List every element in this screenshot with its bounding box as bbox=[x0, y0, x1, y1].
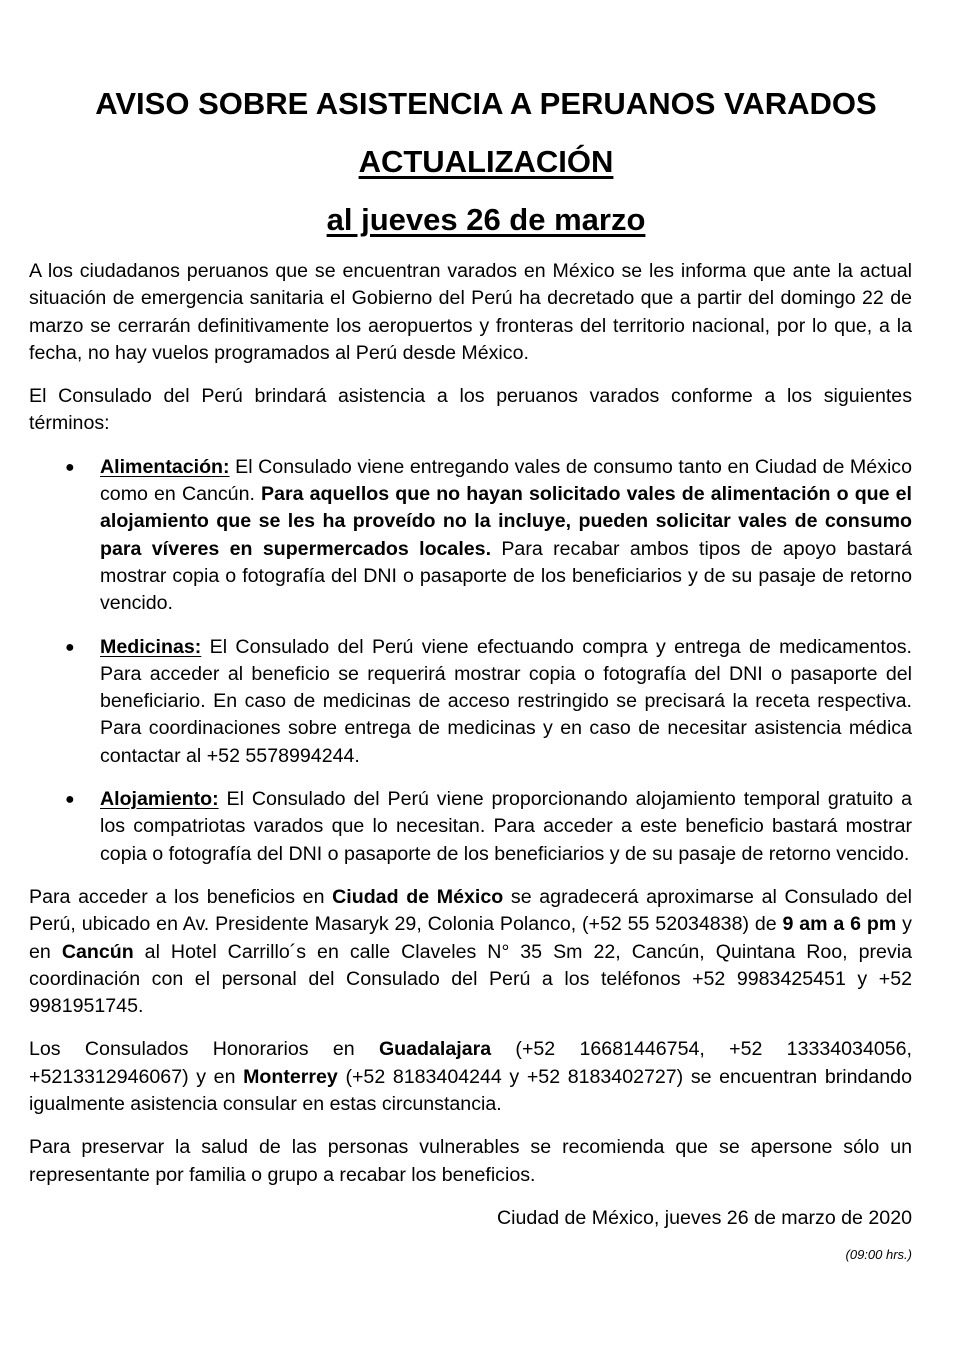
signature-time: (09:00 hrs.) bbox=[845, 1247, 912, 1263]
list-item-text: El Consulado del Perú viene proporcionando alojamiento temporal gratuito a los compatriotas varados que lo necesitan. Para acceder a este beneficio bastará mostrar copia o fotografía del DNI o pasaporte de los beneficiarios y de su pasaje de retorno vencido. bbox=[100, 788, 912, 865]
list-item-alimentacion bbox=[29, 454, 912, 618]
text-segment: (+52 8183404244 y +52 8183402727) se encuentran brindando igualmente asistencia consular en estas circunstancia. bbox=[29, 1065, 912, 1116]
location-cancun: Cancún bbox=[61, 940, 134, 963]
document-date-heading: al jueves 26 de marzo bbox=[326, 202, 646, 237]
location-mexico-city: Ciudad de México bbox=[332, 885, 504, 908]
list-item-text: El Consulado del Perú viene efectuando compra y entrega de medicamentos. Para acceder al beneficio se requerirá mostrar copia o fotografía del DNI o pasaporte del beneficiario. En caso de medicinas de acceso restringido se precisará la receta respectiva. Para coordinaciones sobre entrega de medicinas y en caso de necesitar asistencia médica contactar al +52 5578994244. bbox=[100, 635, 912, 767]
bullet-icon: ● bbox=[65, 791, 75, 809]
text-segment: Para acceder a los beneficios en bbox=[29, 885, 333, 908]
list-item-label: Medicinas: bbox=[100, 635, 202, 658]
list-item-label: Alimentación: bbox=[100, 455, 230, 478]
document-subtitle: ACTUALIZACIÓN bbox=[358, 144, 614, 179]
document-body bbox=[29, 258, 912, 1278]
closing-paragraph: Para preservar la salud de las personas vulnerables se recomienda que se apersone sólo un representante por familia o grupo a recabar los beneficios. bbox=[29, 1136, 912, 1186]
list-item-emphasis: Para aquellos que no hayan solicitado vales de alimentación o que el alojamiento que se les ha proveído no la incluye, pueden solicitar vales de consumo para víveres en supermercados locales. bbox=[100, 483, 912, 560]
signature-place-date: Ciudad de México, jueves 26 de marzo de 2020 bbox=[497, 1206, 912, 1229]
intro-paragraph: A los ciudadanos peruanos que se encuentran varados en México se les informa que ante la actual situación de emergencia sanitaria el Gobierno del Perú ha decretado que a partir del domingo 22 de marzo se cerrarán definitivamente los aeropuertos y fronteras del territorio nacional, por lo que, a la fecha, no hay vuelos programados al Perú desde México. bbox=[29, 260, 912, 364]
text-segment: al Hotel Carrillo´s en calle Claveles N° 35 Sm 22, Cancún, Quintana Roo, previa coordinación con el personal del Consulado del Perú a los teléfonos +52 9983425451 y +52 9981951745. bbox=[29, 940, 912, 1018]
access-paragraph bbox=[29, 884, 912, 1020]
bullet-icon: ● bbox=[65, 638, 75, 656]
terms-intro-paragraph: El Consulado del Perú brindará asistencia a los peruanos varados conforme a los siguientes términos: bbox=[29, 385, 912, 435]
list-item-text: Para recabar ambos tipos de apoyo bastará mostrar copia o fotografía del DNI o pasaporte de los beneficiarios y de su pasaje de retorno vencido. bbox=[100, 537, 912, 615]
text-segment: se agradecerá aproximarse al Consulado del Perú, ubicado en Av. Presidente Masaryk 29, Colonia Polanco, (+52 55 52034838) de bbox=[29, 885, 913, 936]
list-item-medicinas bbox=[29, 634, 912, 770]
text-segment: Los Consulados Honorarios en bbox=[29, 1038, 379, 1061]
location-guadalajara: Guadalajara bbox=[378, 1038, 492, 1061]
list-item-alojamiento bbox=[29, 786, 912, 868]
text-segment: y en bbox=[29, 913, 912, 963]
honorary-consulates-paragraph bbox=[29, 1036, 912, 1118]
bullet-icon: ● bbox=[65, 458, 75, 476]
office-hours: 9 am a 6 pm bbox=[782, 913, 897, 936]
location-monterrey: Monterrey bbox=[243, 1065, 338, 1088]
document-title: AVISO SOBRE ASISTENCIA A PERUANOS VARADOS bbox=[95, 86, 877, 121]
list-item-text: El Consulado viene entregando vales de consumo tanto en Ciudad de México como en Cancún. bbox=[100, 455, 912, 506]
list-item-label: Alojamiento: bbox=[100, 788, 219, 811]
assistance-list bbox=[29, 454, 912, 868]
text-segment: (+52 16681446754, +52 13334034056, +5213312946067) y en bbox=[29, 1038, 912, 1088]
